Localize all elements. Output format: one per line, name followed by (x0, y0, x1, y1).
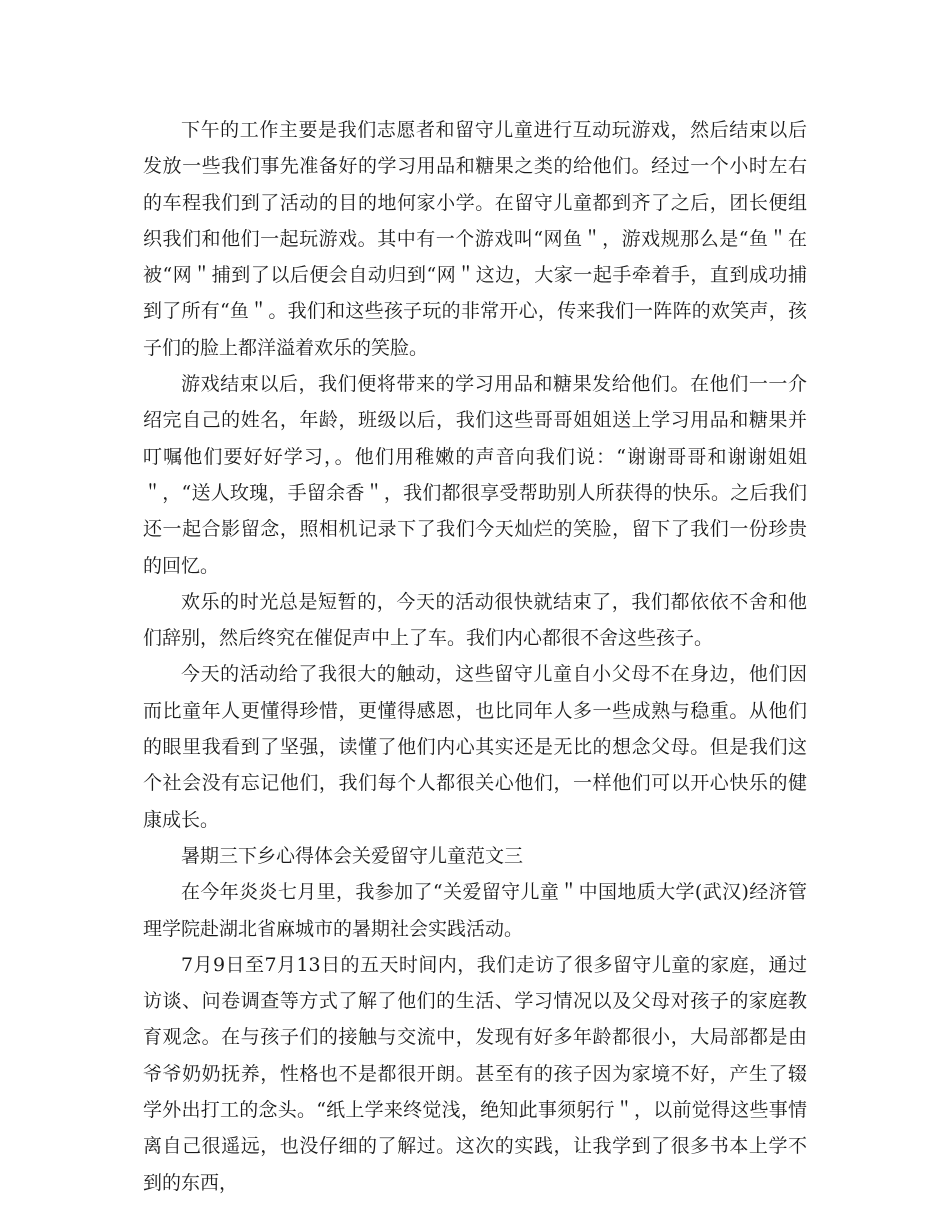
paragraph-farewell: 欢乐的时光总是短暂的，今天的活动很快就结束了，我们都依依不舍和他们辞别，然后终究在催促声中上了车。我们内心都很不舍这些孩子。 (143, 590, 807, 650)
paragraph-reflection: 今天的活动给了我很大的触动，这些留守儿童自小父母不在身边，他们因而比童年人更懂得珍惜，更懂得感恩，也比同年人多一些成熟与稳重。从他们的眼里我看到了坚强，读懂了他们内心其实还是无比的想念父母。但是我们这个社会没有忘记他们，我们每个人都很关心他们，一样他们可以开心快乐的健康成长。 (143, 663, 807, 831)
paragraph-games: 下午的工作主要是我们志愿者和留守儿童进行互动玩游戏，然后结束以后发放一些我们事先准备好的学习用品和糖果之类的给他们。经过一个小时左右的车程我们到了活动的目的地何家小学。在留守儿童都到齐了之后，团长便组织我们和他们一起玩游戏。其中有一个游戏叫“网鱼＂，游戏规那么是“鱼＂在被“网＂捕到了以后便会自动归到“网＂这边，大家一起手牵着手，直到成功捕到了所有“鱼＂。我们和这些孩子玩的非常开心，传来我们一阵阵的欢笑声，孩子们的脸上都洋溢着欢乐的笑脸。 (143, 119, 807, 359)
paragraph-gifts: 游戏结束以后，我们便将带来的学习用品和糖果发给他们。在他们一一介绍完自己的姓名，年龄，班级以后，我们这些哥哥姐姐送上学习用品和糖果并叮嘱他们要好好学习，。他们用稚嫩的声音向我们说：“谢谢哥哥和谢谢姐姐＂，“送人玫瑰，手留余香＂，我们都很享受帮助别人所获得的快乐。之后我们还一起合影留念，照相机记录下了我们今天灿烂的笑脸，留下了我们一份珍贵的回忆。 (143, 373, 807, 577)
section-title: 暑期三下乡心得体会关爱留守儿童范文三 (181, 844, 524, 867)
paragraph-visits: 7月9日至7月13日的五天时间内，我们走访了很多留守儿童的家庭，通过访谈、问卷调查等方式了解了他们的生活、学习情况以及父母对孩子的家庭教育观念。在与孩子们的接触与交流中，发现有好多年龄都很小，大局部都是由爷爷奶奶抚养，性格也不是都很开朗。甚至有的孩子因为家境不好，产生了辍学外出打工的念头。“纸上学来终觉浅，绝知此事须躬行＂，以前觉得这些事情离自己很遥远，也没仔细的了解过。这次的实践，让我学到了很多书本上学不到的东西， (143, 953, 807, 1194)
document-body (143, 112, 807, 1201)
paragraph-intro: 在今年炎炎七月里，我参加了“关爱留守儿童＂中国地质大学(武汉)经济管理学院赴湖北省麻城市的暑期社会实践活动。 (143, 881, 807, 940)
